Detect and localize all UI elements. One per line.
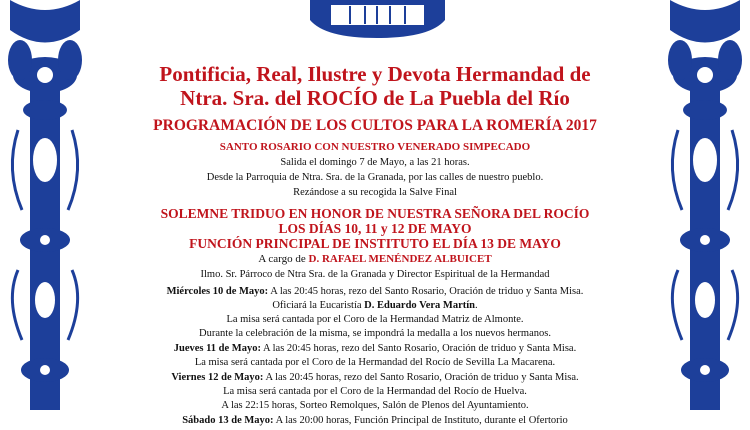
- day-12-line: [110, 371, 640, 384]
- officiant-prefix: Oficiará la Eucaristía: [272, 300, 365, 311]
- day-13-label: Sábado 13 de Mayo:: [182, 415, 274, 426]
- right-ornamental-border: [660, 0, 750, 430]
- officiant-name: D. Eduardo Vera Martín: [364, 300, 476, 311]
- programme-content: [110, 0, 640, 430]
- day-11-choir: La misa será cantada por el Coro de la Hermandad del Rocío de Sevilla La Macarena.: [194, 357, 556, 368]
- rosario-line: Salida el domingo 7 de Mayo, a las 21 horas.: [280, 157, 470, 168]
- left-ornamental-border: [0, 0, 90, 430]
- day-13-text: A las 20:00 horas, Función Principal de Instituto, durante el Ofertorio: [273, 415, 568, 426]
- cargo-name: D. RAFAEL MENÉNDEZ ALBUICET: [308, 253, 492, 265]
- day-12-text: A las 20:45 horas, rezo del Santo Rosario, Oración de triduo y Santa Misa.: [263, 372, 579, 383]
- programme-subtitle: PROGRAMACIÓN DE LOS CULTOS PARA LA ROMERÍA 2017: [153, 117, 597, 134]
- rosario-line: Desde la Parroquia de Ntra. Sra. de la Granada, por las calles de nuestro pueblo.: [206, 172, 544, 183]
- day-10-label: Miércoles 10 de Mayo:: [166, 286, 269, 297]
- day-10-medal: Durante la celebración de la misma, se impondrá la medalla a los nuevos hermanos.: [199, 328, 551, 339]
- cargo-line: [110, 253, 640, 266]
- rosario-line: Rezándose a su recogida la Salve Final: [293, 187, 457, 198]
- day-12-raffle: A las 22:15 horas, Sorteo Remolques, Salón de Plenos del Ayuntamiento.: [221, 400, 529, 411]
- day-11-line: [110, 342, 640, 355]
- triduo-heading-3: FUNCIÓN PRINCIPAL DE INSTITUTO EL DÍA 13 DE MAYO: [189, 236, 561, 251]
- day-11-text: A las 20:45 horas, rezo del Santo Rosario, Oración de triduo y Santa Misa.: [260, 343, 577, 354]
- triduo-heading-1: SOLEMNE TRIDUO EN HONOR DE NUESTRA SEÑORA DEL ROCÍO: [160, 206, 590, 221]
- title-line-1: Pontificia, Real, Ilustre y Devota Hermandad de: [159, 62, 591, 86]
- day-10-choir: La misa será cantada por el Coro de la Hermandad Matriz de Almonte.: [226, 314, 524, 325]
- cargo-role: Ilmo. Sr. Párroco de Ntra Sra. de la Granada y Director Espiritual de la Hermandad: [200, 269, 550, 280]
- day-10-officiant: [110, 299, 640, 312]
- day-13-line: [110, 414, 640, 427]
- day-10-line: [110, 285, 640, 298]
- triduo-heading-2: LOS DÍAS 10, 11 y 12 DE MAYO: [278, 221, 472, 236]
- officiant-suffix: .: [475, 300, 478, 311]
- day-11-label: Jueves 11 de Mayo:: [173, 343, 261, 354]
- day-10-text: A las 20:45 horas, rezo del Santo Rosario, Oración de triduo y Santa Misa.: [268, 286, 584, 297]
- rosario-heading: SANTO ROSARIO CON NUESTRO VENERADO SIMPECADO: [219, 141, 531, 153]
- day-12-choir: La misa será cantada por el Coro de la Hermandad del Rocío de Huelva.: [223, 386, 527, 397]
- day-12-label: Viernes 12 de Mayo:: [171, 372, 264, 383]
- title-line-2: Ntra. Sra. del ROCÍO de La Puebla del Río: [180, 86, 570, 110]
- cargo-prefix: A cargo de: [258, 253, 309, 265]
